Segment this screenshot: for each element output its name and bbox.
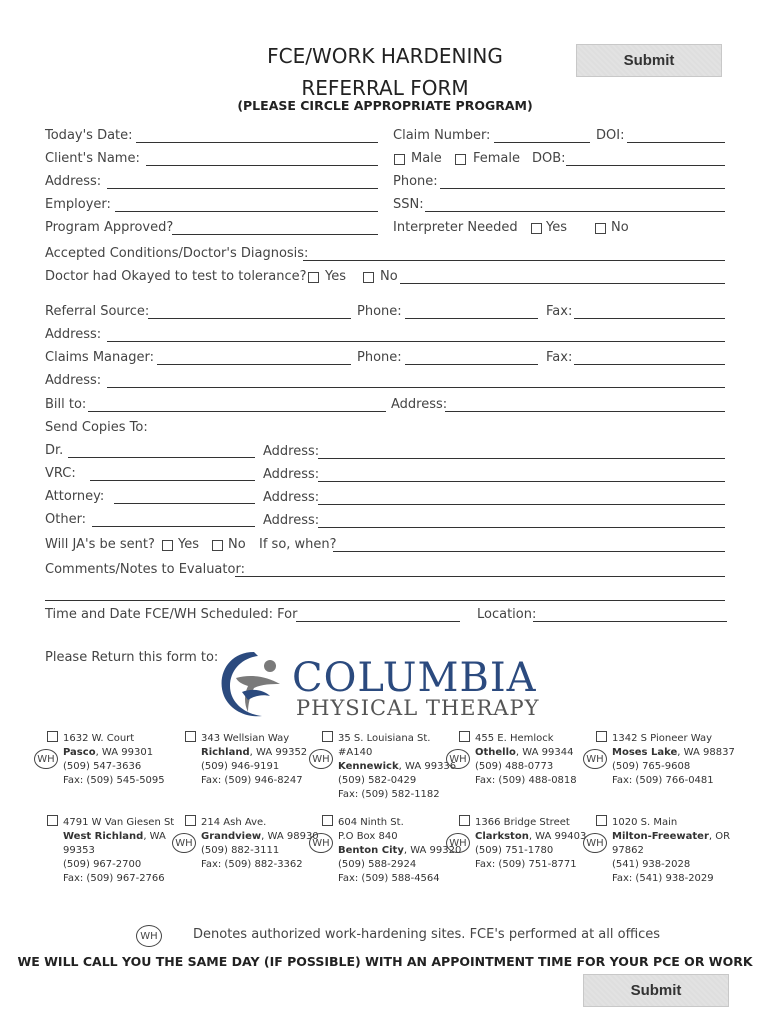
vrc-field[interactable] [90, 466, 255, 481]
vrc-address-label: Address: [263, 467, 320, 482]
will-ja-yes-checkbox[interactable] [162, 540, 173, 551]
interpreter-no-checkbox[interactable] [595, 223, 606, 234]
address-field[interactable] [107, 174, 378, 189]
doctor-okayed-label: Doctor had Okayed to test to tolerance? [45, 269, 307, 284]
time-date-field[interactable] [296, 607, 460, 622]
dr-address-field[interactable] [318, 444, 725, 459]
todays-date-label: Today's Date: [45, 128, 133, 143]
send-copies-label: Send Copies To: [45, 420, 148, 435]
other-address-label: Address: [263, 513, 320, 528]
clients-name-field[interactable] [146, 151, 378, 166]
office-benton-city: 604 Ninth St. P.O Box 840 Benton City, WA 99320 (509) 588-2924 Fax: (509) 588-4564 [338, 817, 462, 884]
accepted-conditions-field[interactable] [303, 246, 725, 261]
doi-field[interactable] [627, 128, 725, 143]
call-notice: WE WILL CALL YOU THE SAME DAY (IF POSSIBLE) WITH AN APPOINTMENT TIME FOR YOUR PCE OR WORK [17, 954, 753, 969]
office-othello: 455 E. Hemlock Othello, WA 99344 (509) 488-0773 Fax: (509) 488-0818 [475, 733, 577, 786]
office-kennewick: 35 S. Louisiana St. #A140 Kennewick, WA 99336 (509) 582-0429 Fax: (509) 582-1182 [338, 733, 457, 800]
office-grandview-checkbox[interactable] [185, 815, 196, 826]
claims-phone-field[interactable] [405, 350, 538, 365]
bill-address-field[interactable] [445, 397, 725, 412]
dob-label: DOB: [532, 151, 566, 166]
bill-address-label: Address: [391, 397, 448, 412]
phone-label: Phone: [393, 174, 438, 189]
office-grandview: 214 Ash Ave. Grandview, WA 98930 (509) 882-3111 Fax: (509) 882-3362 [201, 817, 319, 870]
office-pasco-checkbox[interactable] [47, 731, 58, 742]
attorney-label: Attorney: [45, 489, 105, 504]
todays-date-field[interactable] [136, 128, 378, 143]
office-pasco-wh-badge: WH [34, 749, 58, 769]
attorney-address-field[interactable] [318, 490, 725, 505]
office-moses-lake-checkbox[interactable] [596, 731, 607, 742]
female-label: Female [473, 151, 521, 166]
will-ja-yes-label: Yes [178, 537, 199, 552]
referral-fax-label: Fax: [546, 304, 573, 319]
office-moses-lake-wh-badge: WH [583, 749, 607, 769]
comments-field-line1[interactable] [235, 562, 725, 577]
claims-address-label: Address: [45, 373, 102, 388]
doctor-okayed-field[interactable] [400, 269, 725, 284]
office-clarkston-wh-badge: WH [446, 833, 470, 853]
location-field[interactable] [533, 607, 727, 622]
claims-address-field[interactable] [107, 373, 725, 388]
program-approved-field[interactable] [172, 220, 378, 235]
clients-name-label: Client's Name: [45, 151, 140, 166]
doi-label: DOI: [596, 128, 625, 143]
doctor-okayed-yes-checkbox[interactable] [308, 272, 319, 283]
form-subtitle: (PLEASE CIRCLE APPROPRIATE PROGRAM) [237, 98, 533, 113]
logo-name: COLUMBIA [292, 655, 537, 701]
referral-source-field[interactable] [148, 304, 351, 319]
office-milton-freewater-checkbox[interactable] [596, 815, 607, 826]
interpreter-needed-label: Interpreter Needed [393, 220, 518, 235]
employer-field[interactable] [115, 197, 378, 212]
employer-label: Employer: [45, 197, 111, 212]
dr-address-label: Address: [263, 444, 320, 459]
claim-number-field[interactable] [494, 128, 590, 143]
office-west-richland: 4791 W Van Giesen St West Richland, WA 99353 (509) 967-2700 Fax: (509) 967-2766 [63, 817, 175, 884]
interpreter-yes-checkbox[interactable] [531, 223, 542, 234]
doctor-okayed-no-label: No [380, 269, 398, 284]
claims-manager-label: Claims Manager: [45, 350, 154, 365]
office-richland: 343 Wellsian Way Richland, WA 99352 (509) 946-9191 Fax: (509) 946-8247 [201, 733, 308, 786]
claims-phone-label: Phone: [357, 350, 402, 365]
accepted-conditions-label: Accepted Conditions/Doctor's Diagnosis: [45, 246, 309, 261]
office-benton-city-checkbox[interactable] [322, 815, 333, 826]
office-grandview-wh-badge: WH [172, 833, 196, 853]
dr-label: Dr. [45, 443, 64, 458]
comments-field-line2[interactable] [45, 586, 725, 601]
dob-field[interactable] [566, 151, 725, 166]
interpreter-no-label: No [611, 220, 629, 235]
referral-address-label: Address: [45, 327, 102, 342]
dr-field[interactable] [68, 443, 255, 458]
legend-wh-badge: WH [136, 925, 162, 947]
vrc-label: VRC: [45, 466, 76, 481]
male-checkbox[interactable] [394, 154, 405, 165]
office-west-richland-checkbox[interactable] [47, 815, 58, 826]
office-kennewick-checkbox[interactable] [322, 731, 333, 742]
ssn-field[interactable] [425, 197, 725, 212]
phone-field[interactable] [440, 174, 725, 189]
other-label: Other: [45, 512, 87, 527]
submit-button-bottom[interactable]: Submit [583, 974, 729, 1007]
male-label: Male [411, 151, 442, 166]
office-clarkston-checkbox[interactable] [459, 815, 470, 826]
bill-to-field[interactable] [88, 397, 386, 412]
will-ja-label: Will JA's be sent? [45, 537, 155, 552]
other-field[interactable] [92, 512, 255, 527]
comments-label: Comments/Notes to Evaluator: [45, 562, 245, 577]
office-pasco: 1632 W. Court Pasco, WA 99301 (509) 547-3636 Fax: (509) 545-5095 [63, 733, 165, 786]
referral-phone-label: Phone: [357, 304, 402, 319]
office-benton-city-wh-badge: WH [309, 833, 333, 853]
legend-text: Denotes authorized work-hardening sites. FCE's performed at all offices [193, 927, 661, 942]
office-othello-wh-badge: WH [446, 749, 470, 769]
office-milton-freewater: 1020 S. Main Milton-Freewater, OR 97862 (541) 938-2028 Fax: (541) 938-2029 [612, 817, 731, 884]
will-ja-no-checkbox[interactable] [212, 540, 223, 551]
other-address-field[interactable] [318, 513, 725, 528]
claims-fax-field[interactable] [574, 350, 725, 365]
form-title-line1: FCE/WORK HARDENING [267, 44, 503, 68]
office-clarkston: 1366 Bridge Street Clarkston, WA 99403 (509) 751-1780 Fax: (509) 751-8771 [475, 817, 587, 870]
location-label: Location: [477, 607, 537, 622]
logo-tagline: PHYSICAL THERAPY [296, 696, 540, 720]
submit-button-top[interactable]: Submit [576, 44, 722, 77]
doctor-okayed-no-checkbox[interactable] [363, 272, 374, 283]
referral-address-field[interactable] [107, 327, 725, 342]
if-so-when-label: If so, when? [259, 537, 337, 552]
office-kennewick-wh-badge: WH [309, 749, 333, 769]
office-othello-checkbox[interactable] [459, 731, 470, 742]
time-date-label: Time and Date FCE/WH Scheduled: For [45, 607, 298, 622]
office-milton-freewater-wh-badge: WH [583, 833, 607, 853]
bill-to-label: Bill to: [45, 397, 87, 412]
interpreter-yes-label: Yes [546, 220, 567, 235]
office-richland-checkbox[interactable] [185, 731, 196, 742]
office-moses-lake: 1342 S Pioneer Way Moses Lake, WA 98837 (509) 765-9608 Fax: (509) 766-0481 [612, 733, 735, 786]
doctor-okayed-yes-label: Yes [325, 269, 346, 284]
referral-phone-field[interactable] [405, 304, 538, 319]
please-return-label: Please Return this form to: [45, 650, 219, 665]
referral-fax-field[interactable] [574, 304, 725, 319]
program-approved-label: Program Approved? [45, 220, 174, 235]
referral-source-label: Referral Source: [45, 304, 150, 319]
attorney-field[interactable] [114, 489, 255, 504]
female-checkbox[interactable] [455, 154, 466, 165]
claims-fax-label: Fax: [546, 350, 573, 365]
form-title-line2: REFERRAL FORM [301, 76, 469, 100]
will-ja-no-label: No [228, 537, 246, 552]
attorney-address-label: Address: [263, 490, 320, 505]
company-logo-icon [214, 648, 294, 722]
claims-manager-field[interactable] [157, 350, 351, 365]
ssn-label: SSN: [393, 197, 424, 212]
claim-number-label: Claim Number: [393, 128, 491, 143]
address-label: Address: [45, 174, 102, 189]
vrc-address-field[interactable] [318, 467, 725, 482]
if-so-when-field[interactable] [333, 537, 725, 552]
